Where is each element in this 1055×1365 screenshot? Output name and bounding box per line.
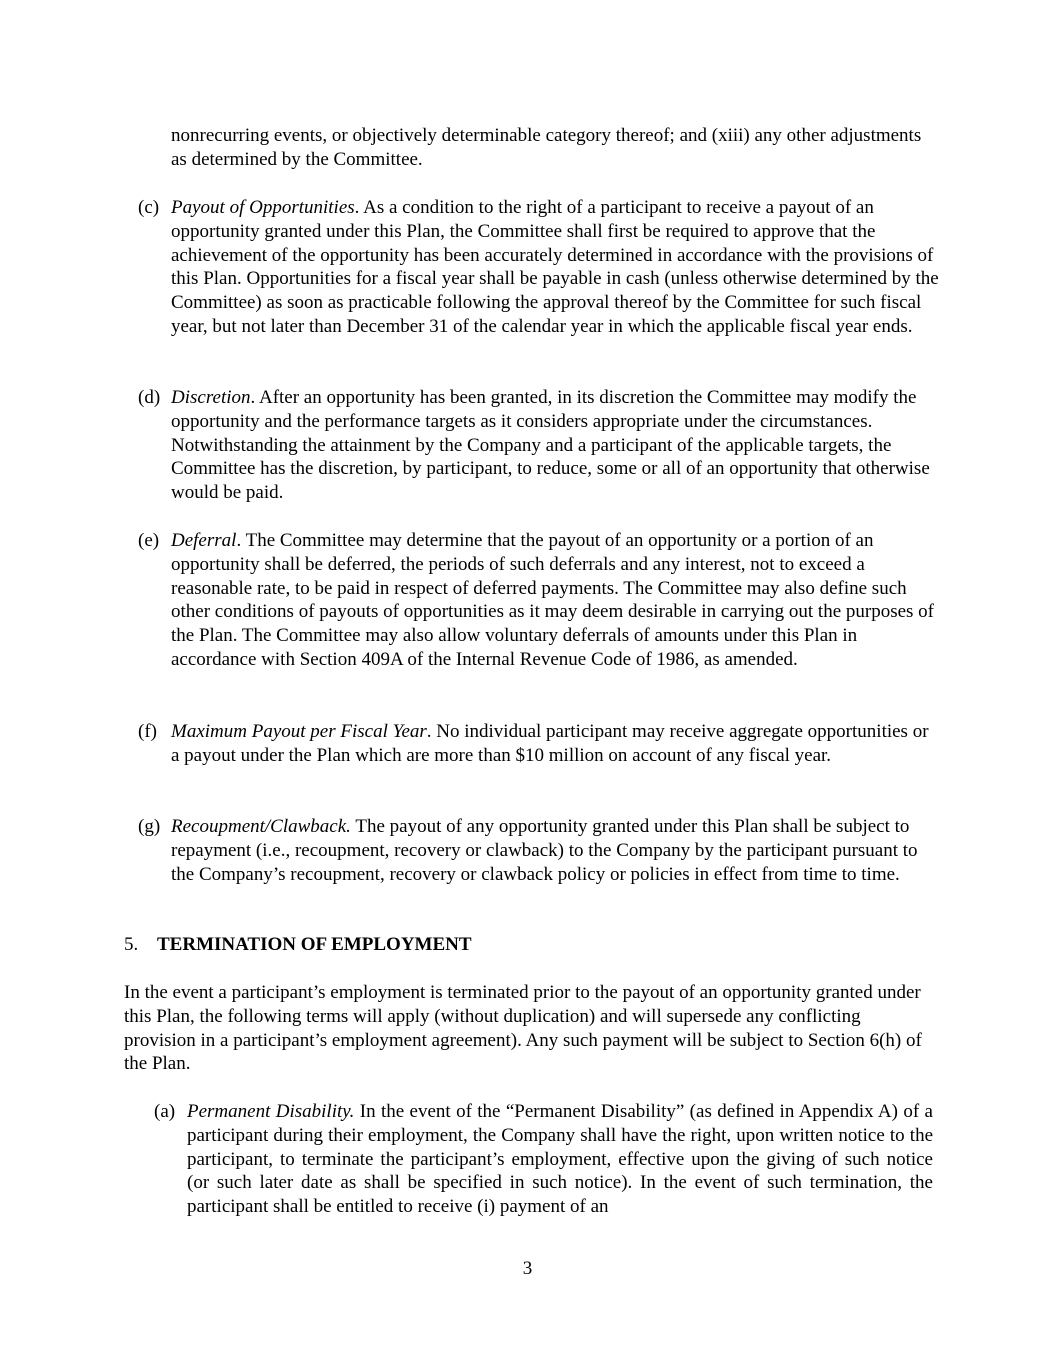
- section-paragraph: In the event a participant’s employment is terminated prior to the payout of an opportunity granted under this Plan, the following terms will apply (without duplication) and will supersede any conflicting provision in a participant’s employment agreement). Any such payment will be subject to Section 6(h) of the Plan.: [124, 982, 922, 1075]
- item-text: [187, 1100, 933, 1219]
- item-text: Maximum Payout per Fiscal Year. No individual participant may receive aggregate opportunities or a payout under the Plan which are more than $10 million on account of any fiscal year.: [171, 721, 929, 766]
- item-label: (d): [138, 387, 161, 408]
- item-title: Recoupment/Clawback.: [171, 816, 351, 837]
- page-number: 3: [522, 1258, 533, 1279]
- item-text: Discretion. After an opportunity has been granted, in its discretion the Committee may modify the opportunity and the performance targets as it considers appropriate under the circumstances. Notwithstanding the attainment by the Company and a participant of the applicable targets, the Committee has the discretion, by participant, to reduce, some or all of an opportunity that otherwise would be paid.: [171, 387, 930, 504]
- item-label: (g): [138, 816, 161, 837]
- item-label: (c): [138, 197, 160, 218]
- item-title: Maximum Payout per Fiscal Year: [171, 721, 427, 742]
- item-title: Discretion: [171, 387, 251, 408]
- item-text: Payout of Opportunities. As a condition to the right of a participant to receive a payout of an opportunity granted under this Plan, the Committee shall first be required to approve that the achievement of the opportunity has been accurately determined in accordance with the provisions of this Plan. Opportunities for a fiscal year shall be payable in cash (unless otherwise determined by the Committee) as soon as practicable following the approval thereof by the Committee for such fiscal year, but not later than December 31 of the calendar year in which the applicable fiscal year ends.: [171, 197, 939, 337]
- item-title: Deferral: [171, 530, 237, 551]
- item-text: Deferral. The Committee may determine that the payout of an opportunity or a portion of an opportunity shall be deferred, the periods of such deferrals and any interest, not to exceed a reasonable rate, to be paid in respect of deferred payments. The Committee may also define such other conditions of payouts of opportunities as it may deem desirable in carrying out the purposes of the Plan. The Committee may also allow voluntary deferrals of amounts under this Plan in accordance with Section 409A of the Internal Revenue Code of 1986, as amended.: [171, 530, 934, 670]
- item-title: Permanent Disability.: [187, 1101, 355, 1122]
- continuation-paragraph: nonrecurring events, or objectively determinable category thereof; and (xiii) any other adjustments as determined by the Committee.: [171, 125, 922, 170]
- item-body: The Committee may determine that the payout of an opportunity or a portion of an opportunity shall be deferred, the periods of such deferrals and any interest, not to exceed a reasonable rate, to be paid in respect of deferred payments. The Committee may also define such other conditions of payouts of opportunities as it may deem desirable in carrying out the purposes of the Plan. The Committee may also allow voluntary deferrals of amounts under this Plan in accordance with Section 409A of the Internal Revenue Code of 1986, as amended.: [171, 530, 934, 670]
- item-label: (a): [154, 1101, 176, 1122]
- item-label: (e): [138, 530, 160, 551]
- item-body: After an opportunity has been granted, in its discretion the Committee may modify the opportunity and the performance targets as it considers appropriate under the circumstances. Notwithstanding the attainment by the Company and a participant of the applicable targets, the Committee has the discretion, by participant, to reduce, some or all of an opportunity that otherwise would be paid.: [171, 387, 930, 504]
- item-body: As a condition to the right of a participant to receive a payout of an opportunity granted under this Plan, the Committee shall first be required to approve that the achievement of the opportunity has been accurately determined in accordance with the provisions of this Plan. Opportunities for a fiscal year shall be payable in cash (unless otherwise determined by the Committee) as soon as practicable following the approval thereof by the Committee for such fiscal year, but not later than December 31 of the calendar year in which the applicable fiscal year ends.: [171, 197, 939, 337]
- item-title: Payout of Opportunities: [171, 197, 355, 218]
- item-body: No individual participant may receive aggregate opportunities or a payout under the Plan which are more than $10 million on account of any fiscal year.: [171, 721, 929, 766]
- item-text: [171, 815, 939, 886]
- section-title: TERMINATION OF EMPLOYMENT: [157, 934, 472, 955]
- item-body: The payout of any opportunity granted under this Plan shall be subject to repayment (i.e., recoupment, recovery or clawback) to the Company by the participant pursuant to the Company’s recoupment, recovery or clawback policy or policies in effect from time to time.: [171, 816, 918, 885]
- item-body: In the event of the “Permanent Disability” (as defined in Appendix A) of a participant during their employment, the Company shall have the right, upon written notice to the participant, to terminate the participant’s employment, effective upon the giving of such notice (or such later date as shall be specified in such notice). In the event of such termination, the participant shall be entitled to receive (i) payment of an: [187, 1101, 933, 1218]
- section-heading: [124, 933, 472, 957]
- section-number: 5.: [124, 934, 139, 955]
- item-label: (f): [138, 721, 157, 742]
